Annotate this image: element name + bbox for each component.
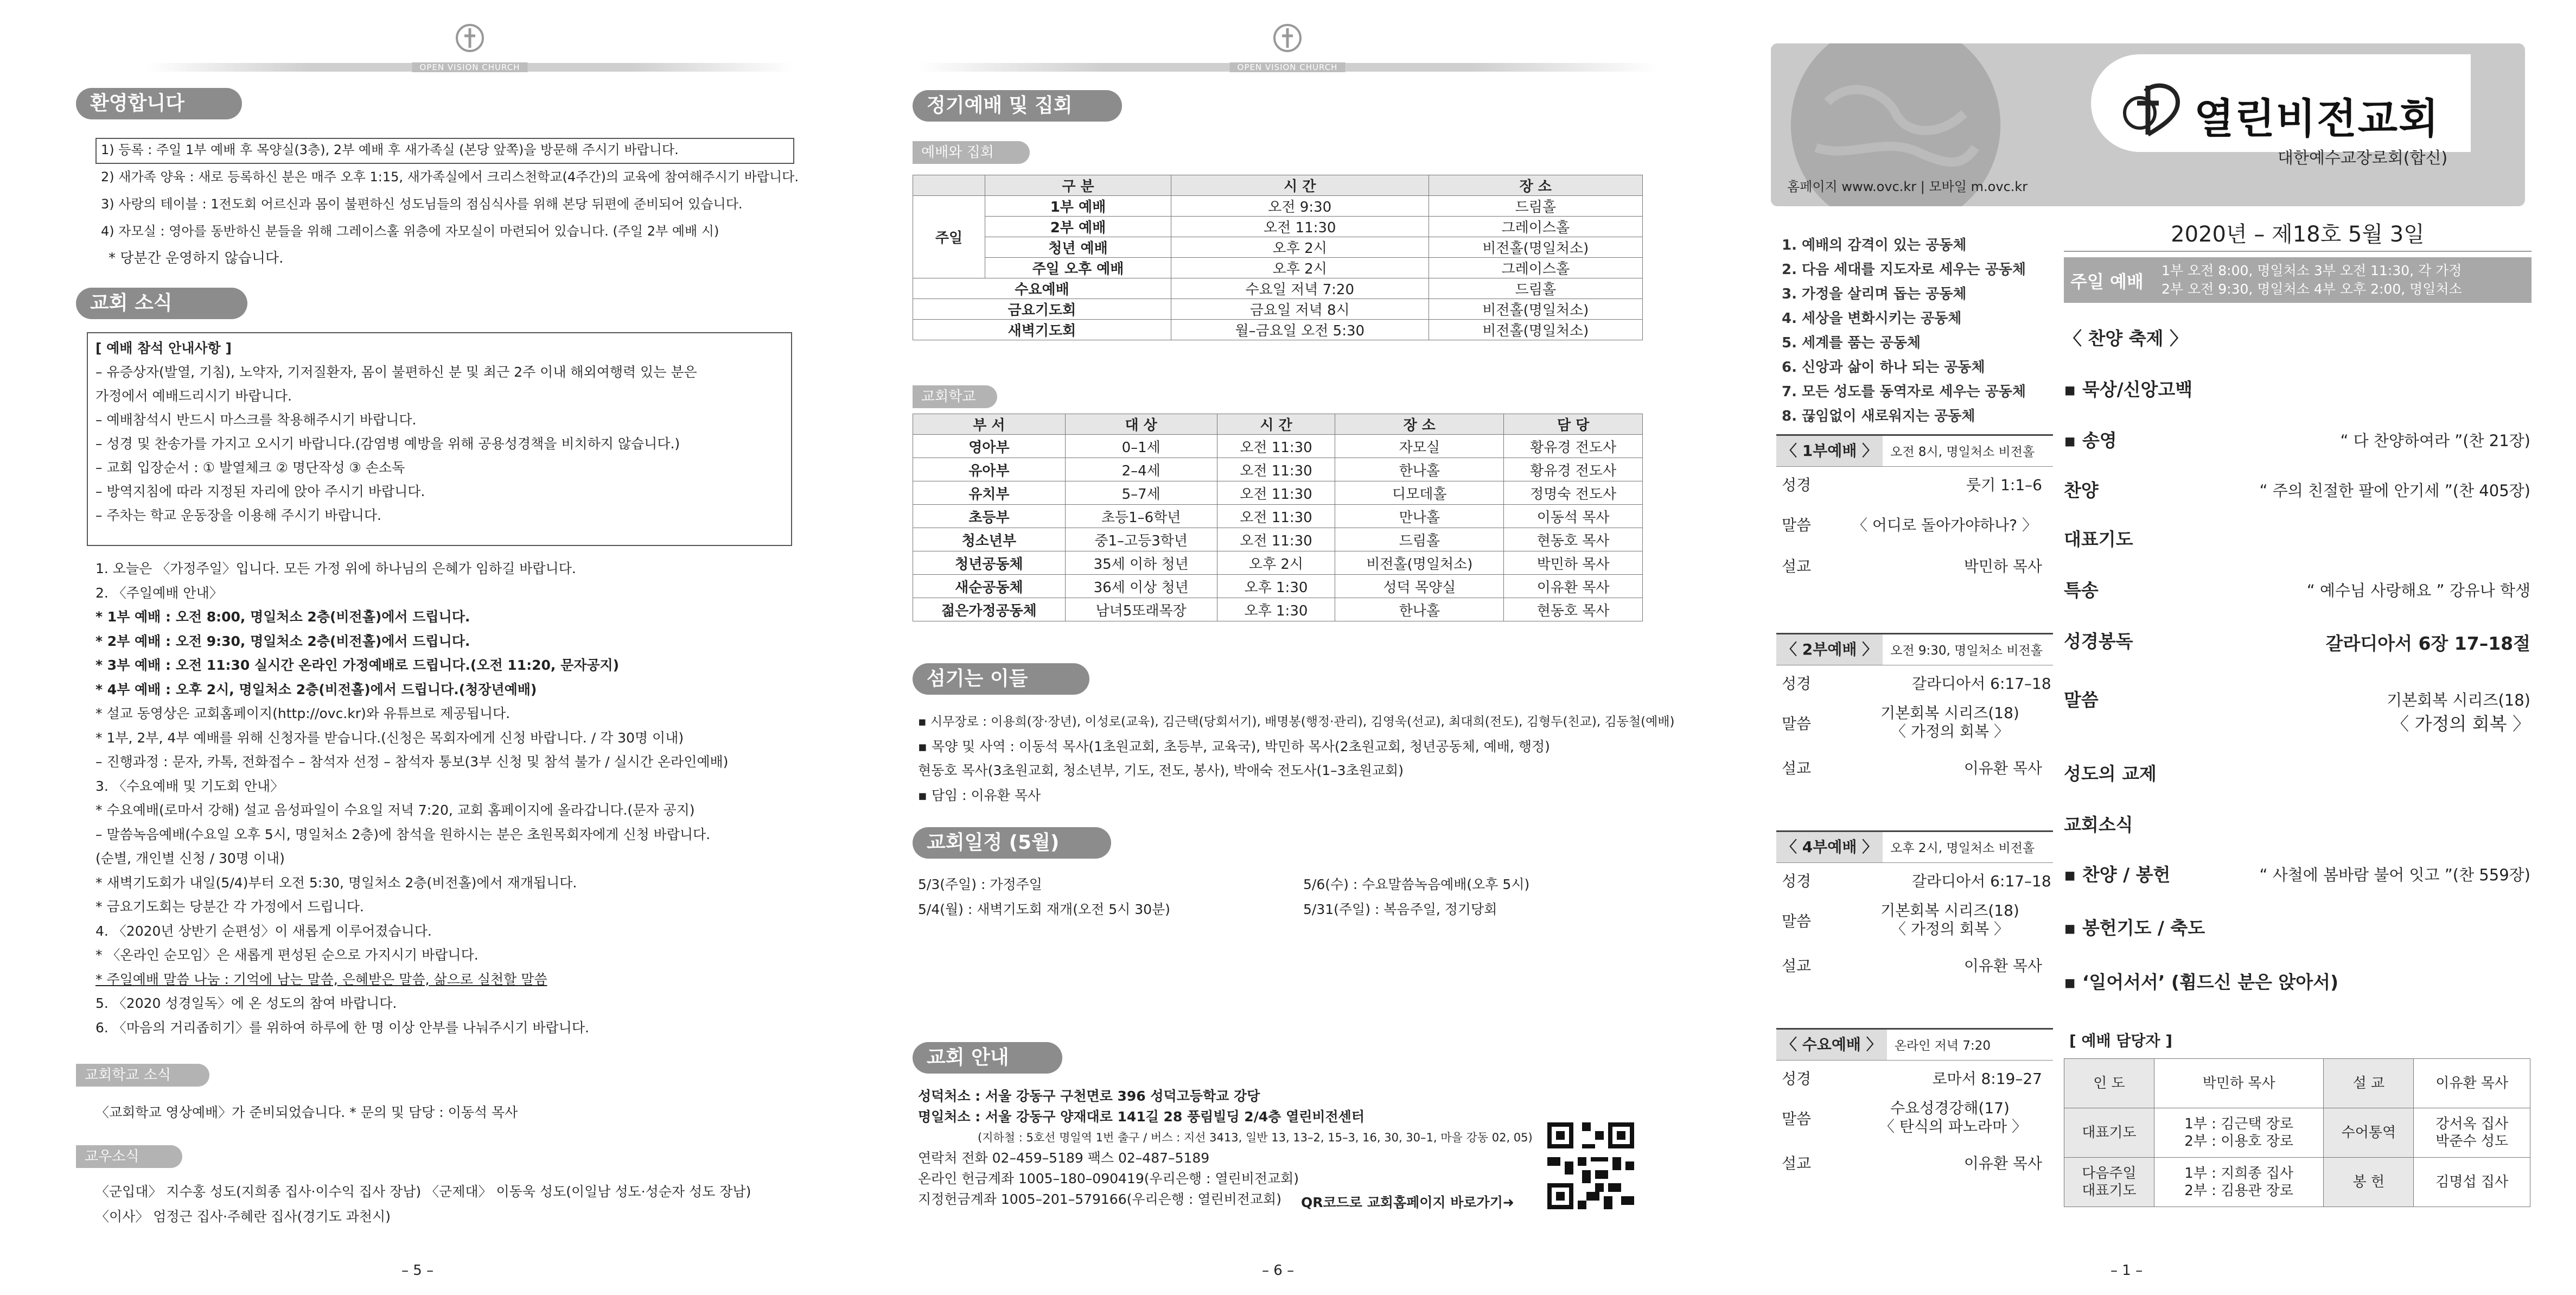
vision-item: 2. 다음 세대를 지도자로 세우는 공동체 <box>1782 262 2026 278</box>
table-row <box>913 299 1643 320</box>
welcome-line: 2) 새가족 양육 : 새로 등록하신 분은 매주 오후 1:15, 새가족실에서 크리스천학교(4주간)의 교육에 참여해주시기 바랍니다. <box>101 169 799 185</box>
service-name: 〈 2부예배 〉 <box>1776 634 1883 665</box>
table-cell: 초등1–6학년 <box>1065 505 1217 528</box>
scripture: 룻기 1:1–6 <box>1966 476 2042 494</box>
scripture-label: 성경 <box>1782 1070 1812 1088</box>
table-cell: 강서옥 집사 박준수 성도 <box>2414 1108 2530 1158</box>
preacher-label: 설교 <box>1782 1154 1812 1172</box>
welcome-line: 1) 등록 : 주일 1부 예배 후 목양실(3층), 2부 예배 후 새가족실 (본당 앞쪽)을 방문해 주시기 바랍니다. <box>101 142 679 157</box>
table-row <box>913 217 1643 237</box>
table-cell: 그레이스홀 <box>1429 217 1642 237</box>
vision-list <box>1782 233 2026 429</box>
sermon-subtitle: 〈 탄식의 파노라마 〉 <box>1879 1118 2027 1135</box>
page-number: – 5 – <box>401 1262 434 1279</box>
table-row <box>913 237 1643 258</box>
worship-order-detail: “ 사철에 봄바람 불어 잇고 ”(찬 559장) <box>2259 866 2530 884</box>
staff-title: 섬기는 이들 <box>913 663 1089 695</box>
table-header <box>913 175 985 196</box>
school-table <box>913 414 1643 621</box>
table-cell: 비전홀(명일처소) <box>1335 551 1504 575</box>
table-cell: 박민하 목사 <box>1504 551 1643 575</box>
table-cell: 그레이스홀 <box>1429 258 1642 278</box>
table-cell: 1부 예배 <box>985 196 1171 217</box>
table-cell: 오후 2시 <box>1171 237 1429 258</box>
worship-order-item: 찬양 <box>2064 480 2099 501</box>
church-logo-icon <box>2118 80 2189 140</box>
worship-order-item: 〈 찬양 축제 〉 <box>2064 328 2188 349</box>
notice-line: – 교회 입장순서 : ① 발열체크 ② 명단작성 ③ 손소독 <box>95 460 405 475</box>
sermon-label: 말씀 <box>1782 912 1812 930</box>
worship-sub: 예배와 집회 <box>913 141 1030 164</box>
news-line: * 주일예배 말씀 나눔 : 기억에 남는 말씀, 은혜받은 말씀, 삶으로 실천할 말씀 <box>95 971 547 987</box>
preacher: 박민하 목사 <box>1963 557 2042 575</box>
table-row <box>913 435 1643 458</box>
table-row <box>913 481 1643 505</box>
table-row <box>2064 1158 2530 1207</box>
notice-line: 가정에서 예배드리시기 바랍니다. <box>95 388 292 404</box>
welcome-line: 4) 자모실 : 영아를 동반하신 분들을 위해 그레이스홀 위층에 자모실이 마련되어 있습니다. (주일 2부 예배 시) <box>101 224 719 239</box>
preacher-label: 설교 <box>1782 759 1812 777</box>
table-cell: 젊은가정공동체 <box>913 598 1066 621</box>
info-line: 성덕처소 : 서울 강동구 구천면로 396 성덕고등학교 강당 <box>918 1088 1260 1104</box>
news-line: * 수요예배(로마서 강해) 설교 음성파일이 수요일 저녁 7:20, 교회 홈페이지에 올라갑니다.(문자 공지) <box>95 802 695 818</box>
sermon-title: 〈 어디로 돌아가야하나? 〉 <box>1852 516 2037 534</box>
vision-item: 1. 예배의 감격이 있는 공동체 <box>1782 237 1967 253</box>
sermon-subtitle: 〈 가정의 회복 〉 <box>1891 920 2009 938</box>
schedule-item: 5/6(수) : 수요말씀녹음예배(오후 5시) <box>1303 877 1530 892</box>
worship-title: 정기예배 및 집회 <box>913 90 1122 122</box>
table-cell: 영아부 <box>913 435 1066 458</box>
info-line: (지하철 : 5호선 명일역 1번 출구 / 버스 : 지선 3413, 일반 13, 13–2, 15–3, 16, 30, 30–1, 마을 강동 02, 05) <box>978 1131 1533 1144</box>
service-info: 온라인 저녁 7:20 <box>1894 1039 1991 1053</box>
news-line: – 말씀녹음예배(수요일 오후 5시, 명일처소 2층)에 참석을 원하시는 분은 초원목회자에게 신청 바랍니다. <box>95 826 711 842</box>
table-row <box>913 575 1643 598</box>
table-cell: 대표기도 <box>2064 1108 2154 1158</box>
school-news-title: 교회학교 소식 <box>76 1064 209 1087</box>
vision-item: 6. 신앙과 삶이 하나 되는 공동체 <box>1782 359 1985 376</box>
table-cell: 이동석 목사 <box>1504 505 1643 528</box>
school-news-line: 〈교회학교 영상예배〉가 준비되었습니다. * 문의 및 담당 : 이동석 목사 <box>95 1104 518 1120</box>
table-cell: 이유환 목사 <box>1504 575 1643 598</box>
news-line: (순별, 개인별 신청 / 30명 이내) <box>95 850 285 866</box>
table-cell: 청소년부 <box>913 528 1066 551</box>
info-line: 지정헌금계좌 1005–201–579166(우리은행 : 열린비전교회) <box>918 1191 1281 1207</box>
table-cell: 정명숙 전도사 <box>1504 481 1643 505</box>
table-cell: 중1–고등3학년 <box>1065 528 1217 551</box>
table-row <box>2064 1059 2530 1108</box>
page-number: – 6 – <box>1262 1262 1295 1279</box>
table-header: 담 당 <box>1504 414 1643 435</box>
church-logo-icon <box>1271 22 1304 54</box>
notice-line: [ 예배 참석 안내사항 ] <box>95 340 232 356</box>
worship-order-item: ▪ ‘일어서서’ (휨드신 분은 앉아서) <box>2064 972 2339 993</box>
sermon-title: 수요성경강해(17) <box>1890 1099 2010 1117</box>
table-cell: 오후 1:30 <box>1217 575 1335 598</box>
service-info: 오전 8시, 명일처소 비전홀 <box>1890 445 2035 459</box>
table-header: 시 간 <box>1217 414 1335 435</box>
news-line: * 설교 동영상은 교회홈페이지(http://ovc.kr)와 유튜브로 제공됩니다. <box>95 706 511 721</box>
table-cell: 성덕 목양실 <box>1335 575 1504 598</box>
scripture-label: 성경 <box>1782 872 1812 890</box>
notice-line: – 예배참석시 반드시 마스크를 착용해주시기 바랍니다. <box>95 412 417 428</box>
table-cell: 새순공동체 <box>913 575 1066 598</box>
table-cell: 한나홀 <box>1335 598 1504 621</box>
preacher: 이유환 목사 <box>1963 759 2042 777</box>
table-cell: 김명섭 집사 <box>2414 1158 2530 1207</box>
table-row <box>913 598 1643 621</box>
news-line: 3. 〈수요예배 및 기도회 안내〉 <box>95 778 284 794</box>
news-line: 6. 〈마음의 거리좁히기〉를 위하여 하루에 한 명 이상 안부를 나눠주시기 바랍니다. <box>95 1019 589 1036</box>
preacher-label: 설교 <box>1782 957 1812 975</box>
worship-order-item: ▪ 찬양 / 봉헌 <box>2064 864 2171 885</box>
worship-order-detail: 갈라디아서 6장 17–18절 <box>2325 633 2530 654</box>
table-cell: 금요일 저녁 8시 <box>1171 299 1429 320</box>
sermon-label: 말씀 <box>1782 1110 1812 1128</box>
table-cell: 1부 : 지희종 집사 2부 : 김용관 장로 <box>2154 1158 2324 1207</box>
table-row <box>913 528 1643 551</box>
info-title: 교회 안내 <box>913 1042 1062 1074</box>
service-name: 〈 수요예배 〉 <box>1776 1030 1887 1060</box>
notice-line: – 방역지침에 따라 지정된 자리에 앉아 주시기 바랍니다. <box>95 484 425 499</box>
table-cell: 오전 9:30 <box>1171 196 1429 217</box>
table-cell: 한나홀 <box>1335 458 1504 481</box>
staff-line: ▪ 시무장로 : 이용희(장·장년), 이성로(교육), 김근택(당회서기), 배명봉(행정·관리), 김영욱(선교), 최대희(전도), 김형두(친교), 김동철(예배) <box>918 715 1675 729</box>
table-cell: 오후 2시 <box>1171 258 1429 278</box>
church-name: 열린비전교회 <box>2194 94 2440 143</box>
schedule-title: 교회일정 (5월) <box>913 827 1111 859</box>
table-row <box>913 278 1643 299</box>
scripture-label: 성경 <box>1782 476 1812 494</box>
table-row <box>913 458 1643 481</box>
page-number: – 1 – <box>2110 1262 2143 1279</box>
welcome-line: 3) 사랑의 테이블 : 1전도회 어르신과 몸이 불편하신 성도님들의 점심식사를 위해 본당 뒤편에 준비되어 있습니다. <box>101 196 743 212</box>
page-5 <box>0 0 858 1295</box>
table-cell: 유치부 <box>913 481 1066 505</box>
table-header: 장 소 <box>1335 414 1504 435</box>
table-cell: 오전 11:30 <box>1171 217 1429 237</box>
scripture: 로마서 8:19–27 <box>1932 1070 2042 1088</box>
table-cell: 비전홀(명일처소) <box>1429 237 1642 258</box>
table-cell: 수요일 저녁 7:20 <box>1171 278 1429 299</box>
worship-order-detail: 〈 가정의 회복 〉 <box>2391 713 2530 734</box>
table-cell: 수요예배 <box>913 278 1171 299</box>
vision-item: 3. 가정을 살리며 돕는 공동체 <box>1782 286 1967 302</box>
school-sub: 교회학교 <box>913 385 997 408</box>
scripture: 갈라디아서 6:17–18 <box>1912 675 2051 693</box>
table-cell: 유아부 <box>913 458 1066 481</box>
table-cell: 박민하 목사 <box>2154 1059 2324 1108</box>
table-cell: 오후 1:30 <box>1217 598 1335 621</box>
vision-item: 7. 모든 성도를 동역자로 세우는 공동체 <box>1782 384 2026 400</box>
qr-caption[interactable]: QR코드로 교회홈페이지 바로가기➜ <box>1301 1195 1514 1210</box>
worship-order-detail: “ 예수님 사랑해요 ” 강유나 학생 <box>2306 581 2530 600</box>
table-row <box>913 505 1643 528</box>
sunday-label: 주일 <box>913 196 985 278</box>
service-header <box>1776 633 2053 665</box>
table-row <box>2064 1108 2530 1158</box>
worship-order-detail: “ 다 찬양하여라 ”(찬 21장) <box>2340 431 2530 450</box>
table-cell: 설 교 <box>2324 1059 2414 1108</box>
news-line: – 진행과정 : 문자, 카톡, 전화접수 – 참석자 선정 – 참석자 통보(3부 신청 및 참석 불가 / 실시간 온라인예배) <box>95 754 729 770</box>
page-header <box>918 22 1657 76</box>
worship-order-item: ▪ 송영 <box>2064 430 2117 451</box>
table-row <box>913 258 1643 278</box>
table-cell: 비전홀(명일처소) <box>1429 320 1642 340</box>
table-cell: 5–7세 <box>1065 481 1217 505</box>
news-line: * 〈온라인 순모임〉은 새롭게 편성된 순으로 가지시기 바랍니다. <box>95 947 479 963</box>
table-header: 대 상 <box>1065 414 1217 435</box>
service-header <box>1776 1028 2053 1061</box>
service-info: 오전 9:30, 명일처소 비전홀 <box>1890 644 2043 658</box>
table-cell: 인 도 <box>2064 1059 2154 1108</box>
worship-table <box>913 175 1643 340</box>
notice-line: – 주차는 학교 운동장을 이용해 주시기 바랍니다. <box>95 507 381 523</box>
news-line: * 3부 예배 : 오전 11:30 실시간 온라인 가정예배로 드립니다.(오전 11:20, 문자공지) <box>95 657 620 673</box>
schedule-item: 5/3(주일) : 가정주일 <box>918 877 1042 892</box>
sermon-title: 기본회복 시리즈(18) <box>1880 902 2019 919</box>
table-cell: 드림홀 <box>1335 528 1504 551</box>
sunday-times-label: 주일 예배 <box>2070 271 2144 292</box>
service-header <box>1776 830 2053 863</box>
sermon-label: 말씀 <box>1782 516 1812 534</box>
staff-line: ▪ 목양 및 사역 : 이동석 목사(1초원교회, 초등부, 교육국), 박민하 목사(2초원교회, 청년공동체, 예배, 행정) <box>918 739 1550 754</box>
preacher: 이유환 목사 <box>1963 957 2042 975</box>
staff-line: ▪ 담임 : 이유환 목사 <box>918 788 1041 803</box>
table-cell: 황유경 전도사 <box>1504 435 1643 458</box>
news-line: * 1부, 2부, 4부 예배를 위해 신청자를 받습니다.(신청은 목회자에게 신청 바랍니다. / 각 30명 이내) <box>95 729 684 746</box>
page-6 <box>858 0 1717 1295</box>
table-header: 구 분 <box>985 175 1171 196</box>
table-cell: 2–4세 <box>1065 458 1217 481</box>
table-header: 부 서 <box>913 414 1066 435</box>
table-cell: 초등부 <box>913 505 1066 528</box>
sermon-subtitle: 〈 가정의 회복 〉 <box>1891 722 2009 740</box>
qr-code-icon[interactable] <box>1543 1118 1638 1214</box>
scripture: 갈라디아서 6:17–18 <box>1912 872 2051 890</box>
table-header: 시 간 <box>1171 175 1429 196</box>
worship-order-item: 성경봉독 <box>2064 631 2133 652</box>
info-line: 온라인 헌금계좌 1005–180–090419(우리은행 : 열린비전교회) <box>918 1171 1299 1186</box>
schedule-item: 5/4(월) : 새벽기도회 재개(오전 5시 30분) <box>918 902 1170 917</box>
news-line: * 새벽기도회가 내일(5/4)부터 오전 5:30, 명일처소 2층(비전홀)에서 재개됩니다. <box>95 874 577 891</box>
welcome-title: 환영합니다 <box>76 88 242 119</box>
vision-item: 4. 세상을 변화시키는 공동체 <box>1782 310 1962 327</box>
table-cell: 오전 11:30 <box>1217 435 1335 458</box>
table-cell: 35세 이하 청년 <box>1065 551 1217 575</box>
header-church-name: OPEN VISION CHURCH <box>412 62 528 72</box>
member-news-line: 〈이사〉 엄정근 집사·주혜란 집사(경기도 과천시) <box>95 1209 391 1224</box>
table-cell: 자모실 <box>1335 435 1504 458</box>
table-cell: 주일 오후 예배 <box>985 258 1171 278</box>
news-line: * 2부 예배 : 오전 9:30, 명일처소 2층(비전홀)에서 드립니다. <box>95 633 470 649</box>
table-cell: 디모데홀 <box>1335 481 1504 505</box>
sermon-label: 말씀 <box>1782 715 1812 733</box>
table-cell: 이유환 목사 <box>2414 1059 2530 1108</box>
worship-order-detail: “ 주의 친절한 팔에 안기세 ”(찬 405장) <box>2259 481 2530 500</box>
service-name: 〈 4부예배 〉 <box>1776 832 1883 862</box>
table-cell: 금요기도회 <box>913 299 1171 320</box>
preacher: 이유환 목사 <box>1963 1154 2042 1172</box>
news-title: 교회 소식 <box>76 288 247 319</box>
table-cell: 오후 2시 <box>1217 551 1335 575</box>
service-info: 오후 2시, 명일처소 비전홀 <box>1890 841 2035 855</box>
worship-order-detail: 기본회복 시리즈(18) <box>2387 691 2530 709</box>
worship-order-item: 특송 <box>2064 580 2099 601</box>
table-cell: 현동호 목사 <box>1504 598 1643 621</box>
member-news-title: 교우소식 <box>76 1145 182 1168</box>
table-cell: 드림홀 <box>1429 278 1642 299</box>
page-header <box>146 22 793 76</box>
worship-order-item: 대표기도 <box>2064 529 2133 550</box>
table-cell: 다음주일 대표기도 <box>2064 1158 2154 1207</box>
news-line: * 1부 예배 : 오전 8:00, 명일처소 2층(비전홀)에서 드립니다. <box>95 609 470 625</box>
worship-order-item: 말씀 <box>2064 689 2099 710</box>
member-news-line: 〈군입대〉 지수홍 성도(지희종 집사·이수익 집사 장남) 〈군제대〉 이동욱 성도(이일남 성도·성순자 성도 장남) <box>95 1184 751 1199</box>
table-cell: 현동호 목사 <box>1504 528 1643 551</box>
service-name: 〈 1부예배 〉 <box>1776 436 1883 466</box>
table-cell: 봉 헌 <box>2324 1158 2414 1207</box>
service-header <box>1776 434 2053 467</box>
table-cell: 0–1세 <box>1065 435 1217 458</box>
worship-order-item: 교회소식 <box>2064 814 2133 835</box>
staff-line: 현동호 목사(3초원교회, 청소년부, 기도, 전도, 봉사), 박애숙 전도사(1–3초원교회) <box>918 763 1404 778</box>
table-cell: 남녀5또래목장 <box>1065 598 1217 621</box>
table-cell: 36세 이상 청년 <box>1065 575 1217 598</box>
duty-table <box>2064 1058 2530 1207</box>
info-line: 명일처소 : 서울 강동구 양재대로 141길 28 풍림빌딩 2/4층 열린비전센터 <box>918 1109 1364 1125</box>
sunday-times-line: 2부 오전 9:30, 명일처소 4부 오후 2:00, 명일처소 <box>2161 281 2462 297</box>
news-line: * 금요기도회는 당분간 각 가정에서 드립니다. <box>95 899 364 915</box>
schedule-item: 5/31(주일) : 복음주일, 정기당회 <box>1303 902 1497 917</box>
table-cell: 월–금요일 오전 5:30 <box>1171 320 1429 340</box>
preacher-label: 설교 <box>1782 557 1812 575</box>
news-line: * 4부 예배 : 오후 2시, 명일처소 2층(비전홀)에서 드립니다.(청장년예배) <box>95 681 537 697</box>
duty-title: [ 예배 담당자 ] <box>2069 1032 2173 1050</box>
notice-line: – 성경 및 찬송가를 가지고 오시기 바랍니다.(감염병 예방을 위해 공용성경책을 비치하지 않습니다.) <box>95 436 680 452</box>
denomination: 대한예수교장로회(합신) <box>2278 149 2448 168</box>
scripture-label: 성경 <box>1782 675 1812 693</box>
page-1-cover <box>1717 0 2576 1295</box>
table-cell: 1부 : 김근택 장로 2부 : 이용호 장로 <box>2154 1108 2324 1158</box>
info-line: 연락처 전화 02–459–5189 팩스 02–487–5189 <box>918 1150 1210 1166</box>
table-cell: 새벽기도회 <box>913 320 1171 340</box>
news-line: 5. 〈2020 성경일독〉에 온 성도의 참여 바랍니다. <box>95 995 397 1011</box>
issue-line: 2020년 – 제18호 5월 3일 <box>2064 217 2532 252</box>
table-row <box>913 320 1643 340</box>
vision-item: 5. 세계를 품는 공동체 <box>1782 335 1921 351</box>
table-cell: 2부 예배 <box>985 217 1171 237</box>
table-cell: 오전 11:30 <box>1217 458 1335 481</box>
table-cell: 만나홀 <box>1335 505 1504 528</box>
church-logo-icon <box>454 22 486 54</box>
table-row <box>913 196 1643 217</box>
table-row <box>913 551 1643 575</box>
sermon-title: 기본회복 시리즈(18) <box>1880 704 2019 722</box>
header-church-name: OPEN VISION CHURCH <box>1230 62 1346 72</box>
table-cell: 청년 예배 <box>985 237 1171 258</box>
table-cell: 오전 11:30 <box>1217 505 1335 528</box>
worship-order-item: ▪ 봉헌기도 / 축도 <box>2064 917 2205 938</box>
news-line: 2. 〈주일예배 안내〉 <box>95 585 223 601</box>
welcome-line: * 당분간 운영하지 않습니다. <box>109 250 284 266</box>
website-line[interactable]: 홈페이지 www.ovc.kr | 모바일 m.ovc.kr <box>1787 179 2028 194</box>
news-line: 1. 오늘은 〈가정주일〉입니다. 모든 가정 위에 하나님의 은혜가 임하길 바랍니다. <box>95 561 576 576</box>
news-line: 4. 〈2020년 상반기 순편성〉이 새롭게 이루어졌습니다. <box>95 923 432 939</box>
table-header: 장 소 <box>1429 175 1642 196</box>
table-cell: 오전 11:30 <box>1217 481 1335 505</box>
sunday-times-line: 1부 오전 8:00, 명일처소 3부 오전 11:30, 각 가정 <box>2161 263 2462 278</box>
vision-item: 8. 끊임없이 새로워지는 공동체 <box>1782 408 1975 424</box>
worship-order-item: ▪ 묵상/신앙고백 <box>2064 379 2193 400</box>
table-cell: 드림홀 <box>1429 196 1642 217</box>
table-cell: 비전홀(명일처소) <box>1429 299 1642 320</box>
table-cell: 오전 11:30 <box>1217 528 1335 551</box>
worship-order-item: 성도의 교제 <box>2064 763 2157 784</box>
table-cell: 청년공동체 <box>913 551 1066 575</box>
table-cell: 수어통역 <box>2324 1108 2414 1158</box>
notice-line: – 유증상자(발열, 기침), 노약자, 기저질환자, 몸이 불편하신 분 및 최근 2주 이내 해외여행력 있는 분은 <box>95 364 697 380</box>
table-cell: 황유경 전도사 <box>1504 458 1643 481</box>
